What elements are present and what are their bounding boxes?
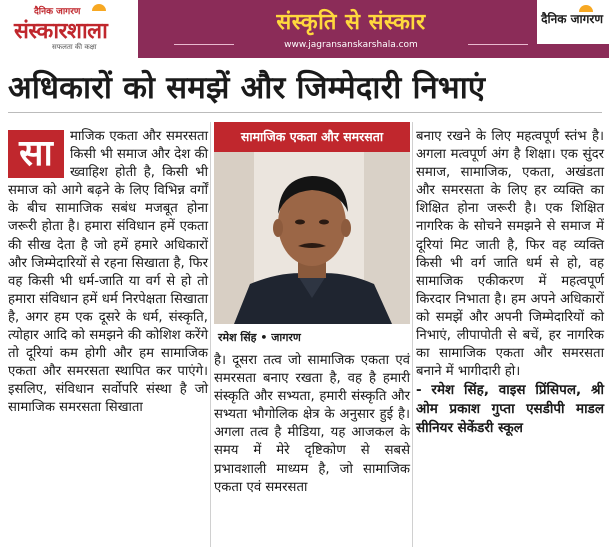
article-column-3 xyxy=(416,128,604,438)
column-2-text: है। दूसरा तत्व जो सामाजिक एकता एवं समरसता बनाए रखता है, वह है हमारी संस्कृति और सभ्यता, हमारी संस्कृति और सभ्यता भौगोलिक क्षेत्र के अनुसार हुई है। अगला तत्व है मीडिया, यह आजकल के समय में मेरे दृष्टिकोण से सबसे प्रभावशाली माध्यम है, जो सामाजिक एकता एवं समरसता xyxy=(214,353,410,495)
headline-divider xyxy=(8,112,602,113)
logo-title: संस्कारशाला xyxy=(14,19,108,44)
column-divider xyxy=(412,122,413,547)
column-1-text: माजिक एकता और समरसता किसी भी समाज और देश की ख्वाहिश होती है, किसी भी समाज को आगे बढ़ने के लिए विभिन्न वर्गों के बीच सामाजिक सबंध मजबूत होना जरूरी होता है। हमारा संविधान हमें एकता की सीख देता है जो हमें हमारे अधिकारों और जिम्मेदारियों से रहना सिखाता है, फिर वह किसी भी धर्म-जाति या वर्ग से हो तो हमारा संविधान हमें धर्म निरपेक्षता सिखाता है, अगर हम एक दूसरे के धर्म, संस्कृति, त्योहार आदि को समझने की कोशिश करेंगे तो दूरियां कम होगी और हम सामाजिक एकता और समरसता स्थापित कर पाएंगे। इसलिए, संविधान सर्वोपरि संस्था है जो सामाजिक समरसता सिखाता xyxy=(8,129,208,416)
website-url: www.jagransanskarshala.com xyxy=(284,40,418,50)
header-banner xyxy=(0,0,609,58)
author-photo xyxy=(214,152,410,324)
column-divider xyxy=(210,122,211,547)
logo-tagline: सफलता की कक्षा xyxy=(52,43,97,51)
photo-heading: सामाजिक एकता और समरसता xyxy=(214,122,410,152)
decorative-line-left xyxy=(174,44,234,45)
brand-logo: दैनिक जागरण xyxy=(541,12,603,26)
drop-cap: सा xyxy=(8,130,64,178)
photo-credit: रमेश सिंह • जागरण xyxy=(218,331,301,344)
article-column-2 xyxy=(214,352,410,497)
photo-card xyxy=(214,122,410,350)
section-band xyxy=(138,0,609,58)
column-3-text: बनाए रखने के लिए महत्वपूर्ण स्तंभ है। अगला मत्वपूर्ण अंग है शिक्षा। एक सुंदर समाज, सामाजिक, एकता, अखंडता और समरसता के लिए हर व्यक्ति का शिक्षित होना जरूरी है। एक शिक्षित नागरिक के सोचने समझने से समाज में दूरियां मिट जाती है, फिर वह व्यक्ति किसी भी वर्ग जाति धर्म से हो, वह सामाजिक एकीकरण में महत्वपूर्ण किरदार निभाता है। हम अपने अधिकारों को समझें और अपनी जिम्मेदारियों को निभाएं, लीपापोती से बचें, हर नागरिक का सामाजिक एकता और समरसता बनाने में भागीदारी हो। xyxy=(416,129,604,380)
sanskarshala-logo xyxy=(0,0,138,58)
brand-box xyxy=(537,0,609,44)
author-signature: - रमेश सिंह, वाइस प्रिंसिपल, श्री ओम प्रकाश गुप्ता एसडीपी माडल सीनियर सेकेंडरी स्कूल xyxy=(416,382,604,437)
sun-icon xyxy=(92,4,106,11)
article-headline: अधिकारों को समझें और जिम्मेदारी निभाएं xyxy=(8,70,486,106)
person-portrait-image xyxy=(214,152,410,324)
decorative-line-right xyxy=(468,44,528,45)
logo-publisher: दैनिक जागरण xyxy=(34,7,81,17)
section-title: संस्कृति से संस्कार xyxy=(276,10,426,35)
article-column-1 xyxy=(8,128,208,418)
